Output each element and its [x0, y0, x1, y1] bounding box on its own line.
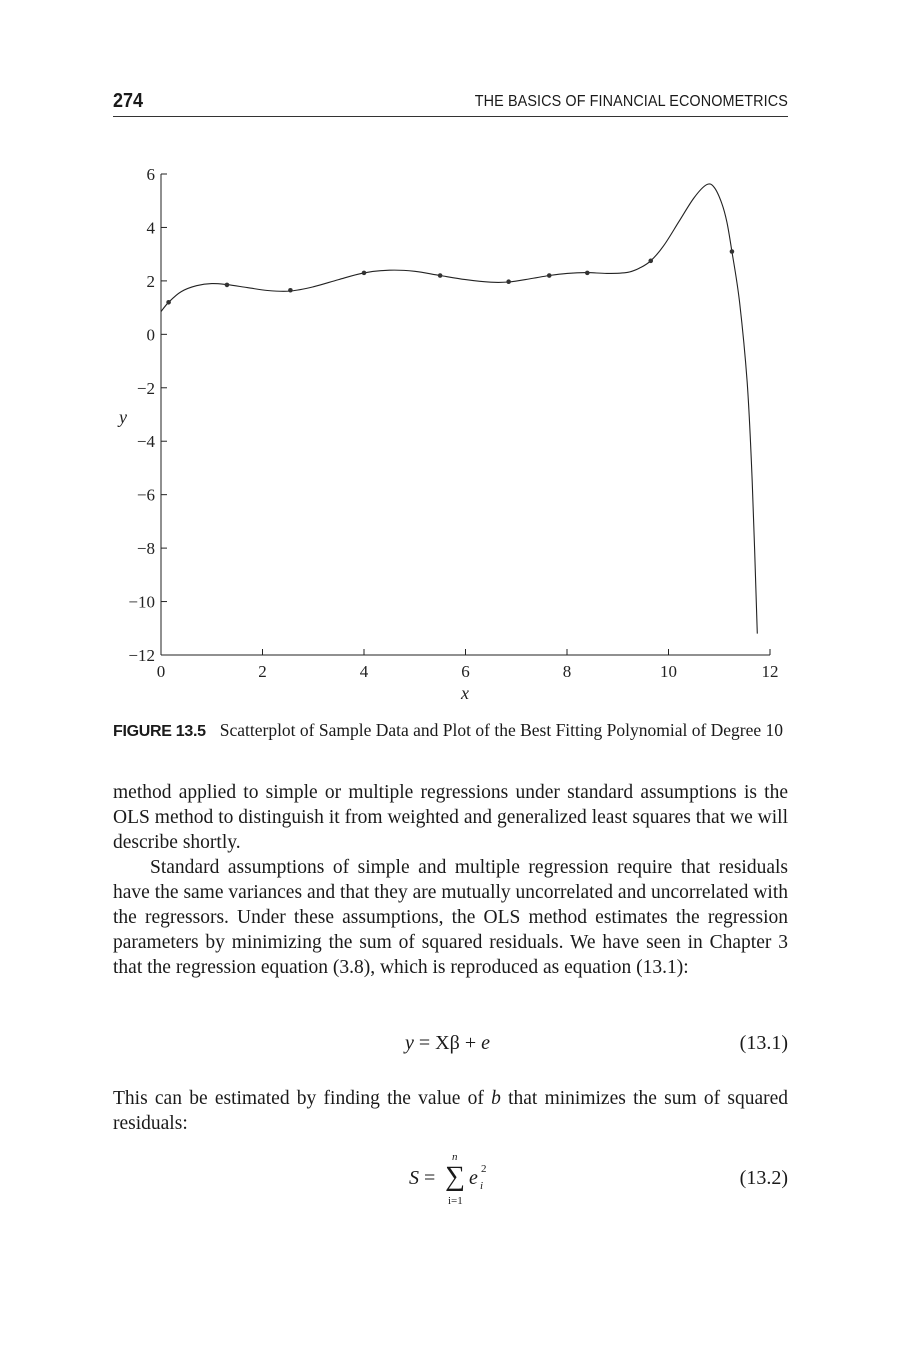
y-tick-label: −6	[136, 485, 155, 505]
data-point	[362, 271, 367, 276]
chart-axes	[161, 174, 770, 655]
data-point	[438, 273, 443, 278]
y-tick-label: −12	[128, 646, 155, 665]
body-paragraph-2: Standard assumptions of simple and multiple regression require that residuals have the same variances and that they are mutually uncorrelated and uncorrelated with the regressors. Under these assumptions, the OLS method estimates the regression parameters by minimizing the sum of squared residuals. We have seen in Chapter 3 that the regression equation (3.8), which is reproduced as equation (13.1):	[113, 857, 788, 978]
x-axis-label: x	[461, 683, 469, 703]
equation-number-13-2: (13.2)	[739, 1167, 788, 1189]
x-tick-label: 8	[562, 662, 572, 681]
y-tick-label: −2	[136, 378, 155, 398]
body-paragraph-3: This can be estimated by finding the value of b that minimizes the sum of squared residuals:	[113, 1088, 788, 1134]
figure-caption	[113, 718, 788, 744]
x-tick-label: 4	[359, 662, 369, 681]
x-tick-label: 0	[156, 662, 166, 681]
y-tick-label: 0	[146, 325, 155, 345]
y-axis-label: y	[119, 407, 127, 427]
x-tick-label: 2	[258, 662, 267, 681]
y-tick-label: −10	[128, 592, 155, 612]
y-tick-label: 2	[146, 271, 155, 291]
page-number: 274	[113, 90, 144, 112]
x-tick-label: 6	[461, 662, 470, 681]
y-tick-label: −8	[136, 539, 155, 559]
data-point	[166, 300, 171, 305]
fit-curve-line	[161, 184, 757, 634]
y-tick-label: −4	[136, 432, 155, 452]
figure-caption-text: Scatterplot of Sample Data and Plot of the Best Fitting Polynomial of Degree 10	[219, 720, 784, 740]
data-point	[288, 288, 293, 293]
figure-label: FIGURE 13.5	[113, 723, 206, 740]
y-tick-label: 4	[146, 218, 155, 238]
summation-sign: ∑	[445, 1161, 465, 1192]
book-title: THE BASICS OF FINANCIAL ECONOMETRICS	[474, 93, 788, 110]
chart-ticks	[128, 165, 778, 681]
equation-13-1-body: y = Xβ + e	[405, 1032, 490, 1054]
body-paragraph-1: method applied to simple or multiple regressions under standard assumptions is the OLS method to distinguish it from weighted and generalized least squares that we will describe shortly.	[113, 782, 788, 853]
data-point	[730, 249, 735, 254]
y-tick-label: 6	[146, 165, 155, 184]
data-point	[225, 283, 230, 288]
equation-13-1	[113, 1032, 788, 1072]
fit-curve-layer	[161, 184, 757, 634]
data-point	[585, 271, 590, 276]
data-point	[547, 273, 552, 278]
equation-13-2	[113, 1151, 788, 1215]
equation-13-2-body: S = ∑ n i=1 e 2 i	[409, 1151, 487, 1207]
x-tick-label: 10	[660, 662, 677, 681]
data-point	[648, 259, 653, 264]
x-tick-label: 12	[761, 662, 779, 681]
equation-number-13-1: (13.1)	[739, 1032, 788, 1054]
data-point	[506, 279, 511, 284]
